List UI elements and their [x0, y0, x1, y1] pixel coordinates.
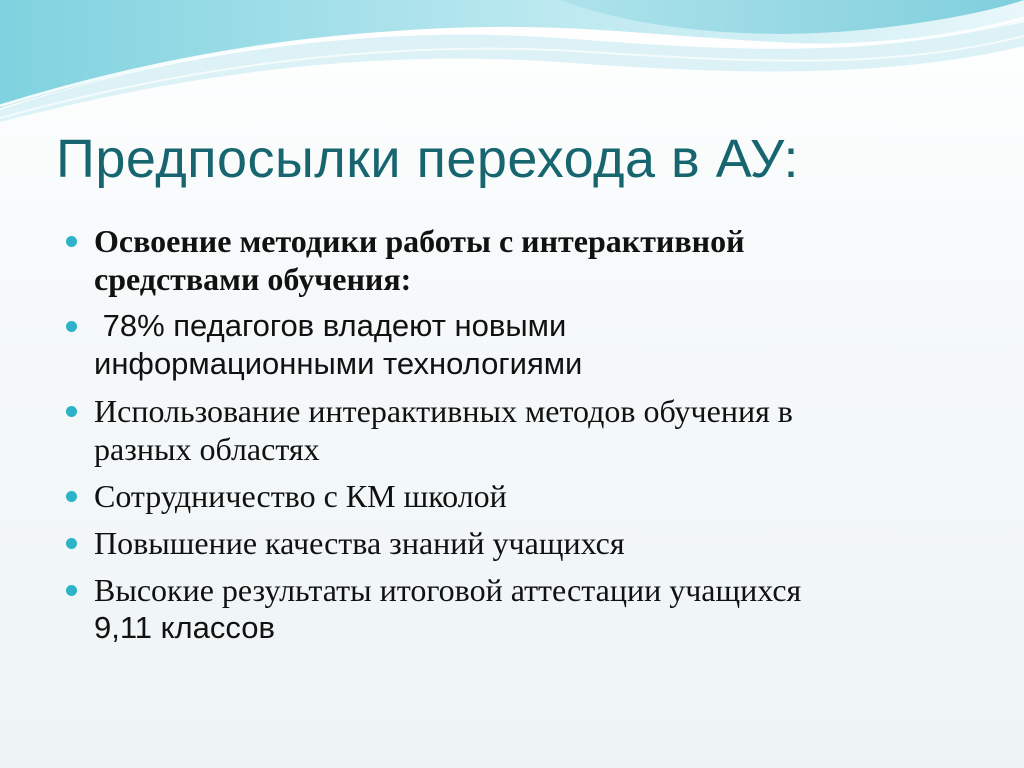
bullet-text: информационными технологиями	[94, 346, 583, 381]
bullet-item	[64, 477, 984, 515]
bullet-text: 78% педагогов владеют новыми	[94, 308, 567, 343]
bullet-dot-icon	[66, 491, 77, 502]
bullet-item	[64, 222, 984, 298]
bullet-text: средствами обучения:	[94, 261, 412, 297]
bullet-text: Повышение качества знаний учащихся	[94, 525, 625, 561]
bullet-dot-icon	[66, 585, 77, 596]
bullet-list	[64, 222, 984, 656]
bullet-dot-icon	[66, 406, 77, 417]
bullet-item	[64, 524, 984, 562]
bullet-item	[64, 307, 984, 383]
bullet-text: Освоение методики работы с интерактивной	[94, 223, 745, 259]
bullet-dot-icon	[66, 321, 77, 332]
bullet-item	[64, 392, 984, 468]
bullet-text: 9,11 классов	[94, 610, 275, 645]
bullet-text: разных областях	[94, 431, 320, 467]
bullet-item	[64, 571, 984, 647]
bullet-dot-icon	[66, 236, 77, 247]
slide-title: Предпосылки перехода в АУ:	[56, 129, 799, 189]
bullet-text: Сотрудничество с КМ школой	[94, 478, 507, 514]
bullet-text: Использование интерактивных методов обучения в	[94, 393, 793, 429]
header-wave-decoration	[0, 0, 1024, 130]
bullet-dot-icon	[66, 538, 77, 549]
bullet-text: Высокие результаты итоговой аттестации учащихся	[94, 572, 802, 608]
